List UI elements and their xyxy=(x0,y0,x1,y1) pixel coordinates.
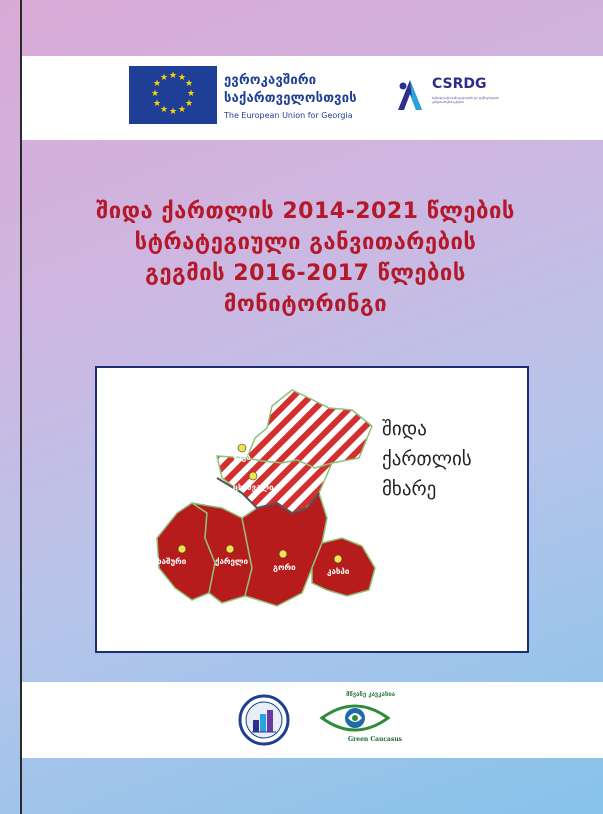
green-caucasus-eye-icon xyxy=(318,700,392,736)
green-caucasus-en: Green Caucasus xyxy=(348,736,403,743)
svg-text:★: ★ xyxy=(168,107,178,117)
town-dot-kaspi xyxy=(334,555,342,563)
footer-logos-band xyxy=(22,682,603,758)
region-caption-line-3: მხარე xyxy=(382,478,437,500)
green-caucasus-ka: მწვანე კავკასია xyxy=(346,691,396,698)
csrdg-name: CSRDG xyxy=(432,76,487,92)
csrdg-logo xyxy=(392,66,532,126)
town-dot-khashuri xyxy=(178,545,186,553)
svg-text:★: ★ xyxy=(159,105,169,115)
eu-label-ka-1: ევროკავშირი xyxy=(224,73,317,88)
town-label-kareli: ქარელი xyxy=(215,557,249,566)
title-line-4: მონიტორინგი xyxy=(223,292,388,317)
svg-text:★: ★ xyxy=(159,73,169,83)
town-label-tskhinvali: ცხინვალი xyxy=(233,483,274,492)
map-region-java xyxy=(247,390,372,468)
document-title xyxy=(30,196,581,320)
eu-flag-icon xyxy=(129,66,217,124)
svg-text:★: ★ xyxy=(150,89,160,99)
town-dot-java xyxy=(238,444,246,452)
svg-text:★: ★ xyxy=(152,79,162,89)
region-caption xyxy=(382,414,472,504)
map-region-gori xyxy=(242,493,327,606)
svg-text:★: ★ xyxy=(168,71,178,81)
eu-label xyxy=(224,72,357,121)
town-label-khashuri: ხაშური xyxy=(157,557,187,566)
title-line-2: სტრატეგიული განვითარების xyxy=(134,230,477,255)
svg-text:★: ★ xyxy=(184,79,194,89)
svg-text:★: ★ xyxy=(186,89,196,99)
town-label-gori: გორი xyxy=(273,563,296,572)
svg-text:★: ★ xyxy=(177,73,187,83)
shida-kartli-map xyxy=(97,368,527,651)
town-dot-gori xyxy=(279,550,287,558)
town-dot-tskhinvali xyxy=(249,472,257,480)
eu-label-ka-2: საქართველოსთვის xyxy=(224,91,357,106)
title-line-1: შიდა ქართლის 2014-2021 წლების xyxy=(96,199,515,224)
title-line-3: გეგმის 2016-2017 წლების xyxy=(145,261,466,286)
partner-logos-band xyxy=(22,56,603,140)
seal-icon xyxy=(238,694,290,746)
town-label-kaspi: კასპი xyxy=(327,567,350,576)
town-dot-kareli xyxy=(226,545,234,553)
svg-text:★: ★ xyxy=(152,99,162,109)
region-map-frame xyxy=(95,366,529,653)
csrdg-mark-icon xyxy=(392,66,432,116)
region-caption-line-2: ქართლის xyxy=(382,448,472,470)
municipal-seal-logo xyxy=(238,694,290,750)
svg-text:★: ★ xyxy=(184,99,194,109)
eu-label-en: The European Union for Georgia xyxy=(224,111,353,120)
svg-text:★: ★ xyxy=(177,105,187,115)
csrdg-tagline: სამოქალაქო საზოგადოების და დემოკრატიის განვითარების ცენტრი xyxy=(432,96,499,104)
town-label-java: ჯავა xyxy=(233,453,251,462)
region-caption-line-1: შიდა xyxy=(382,418,427,440)
